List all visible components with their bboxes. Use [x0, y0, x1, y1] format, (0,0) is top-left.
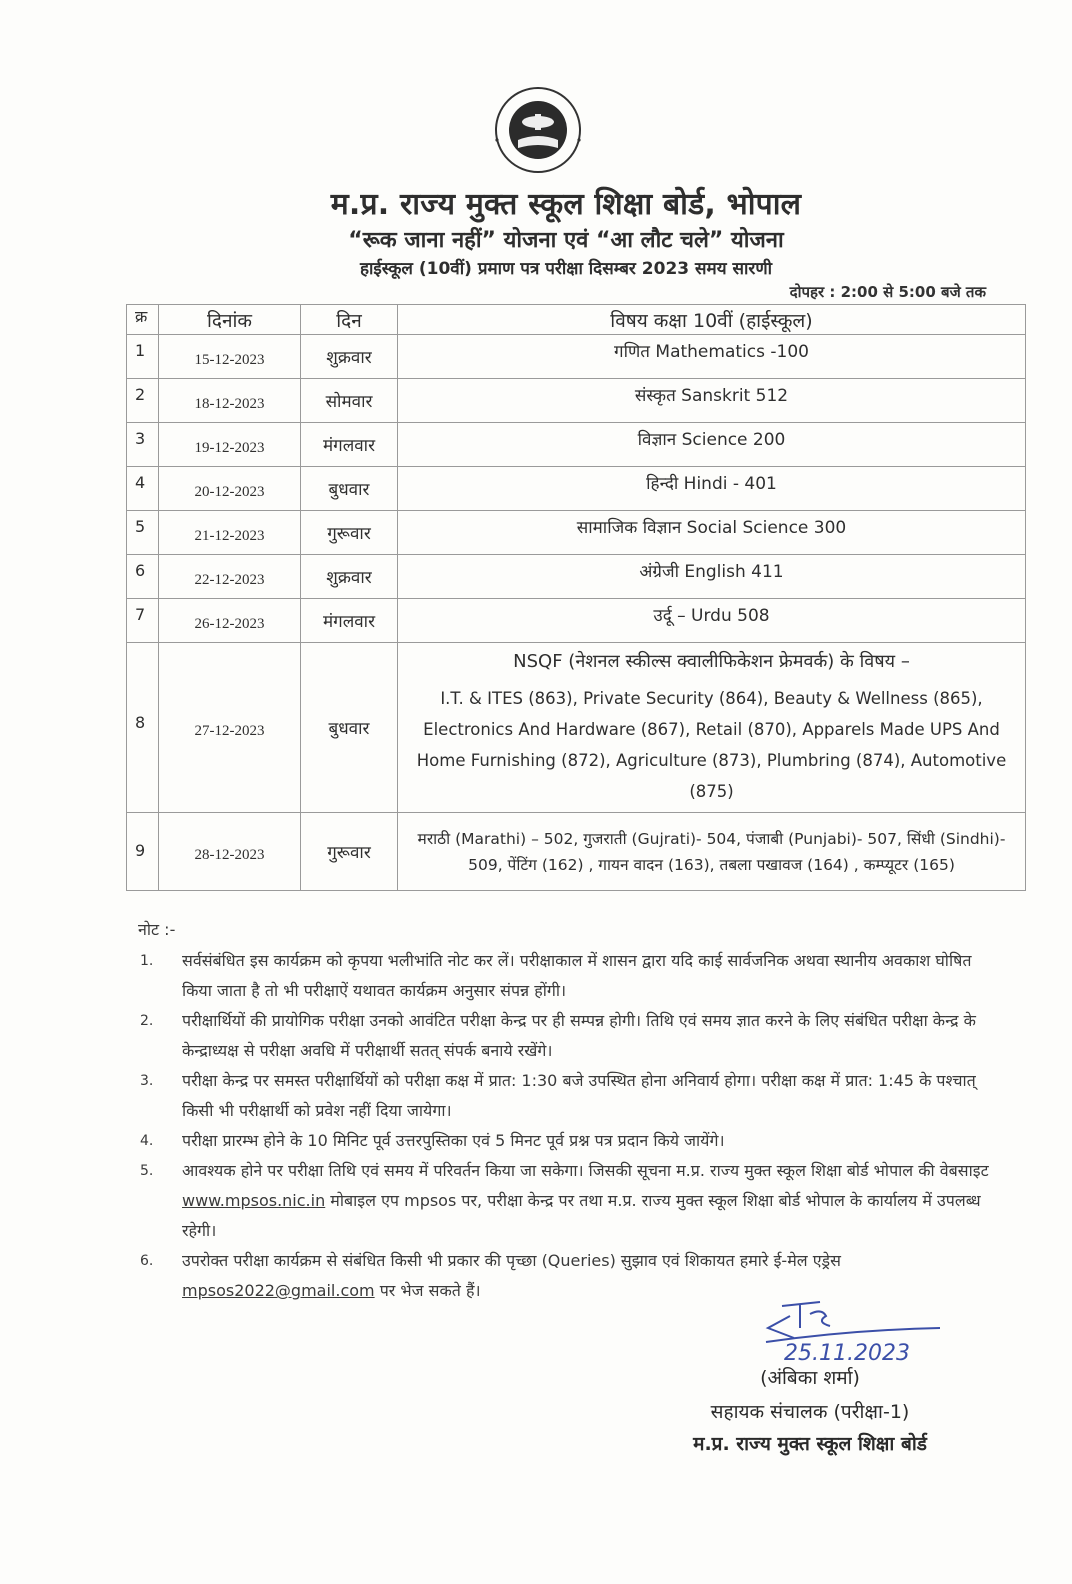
row-serial: 2: [127, 379, 159, 423]
row-day: सोमवार: [301, 379, 398, 423]
row-day: गुरूवार: [301, 813, 398, 891]
note-number: 6.: [140, 1253, 154, 1269]
note-number: 1.: [140, 953, 154, 969]
email-link[interactable]: mpsos2022@gmail.com: [182, 1281, 375, 1300]
mpsos-emblem-icon: [481, 86, 595, 174]
note-text: परीक्षा प्रारम्भ होने के 10 मिनिट पूर्व उत्तरपुस्तिका एवं 5 मिनट पूर्व प्रश्न पत्र प्रदान किये जायेंगे।: [182, 1131, 725, 1150]
table-header-row: [127, 305, 1026, 335]
note-text: [182, 1156, 998, 1246]
row-serial: 8: [127, 643, 159, 813]
signature-date: 25.11.2023: [784, 1341, 910, 1364]
row-subject: उर्दू – Urdu 508: [398, 599, 1026, 643]
note-text-after: मोबाइल एप mpsos पर, परीक्षा केन्द्र पर तथा म.प्र. राज्य मुक्त स्कूल शिक्षा बोर्ड भोपाल के कार्यालय में उपलब्ध रहेगी।: [182, 1191, 981, 1240]
row-date: 27-12-2023: [159, 643, 301, 813]
note-item: [138, 1246, 998, 1306]
note-item: [138, 946, 998, 1006]
table-row: [127, 599, 1026, 643]
notes-section: [138, 918, 998, 1306]
row-subject-languages: [398, 813, 1026, 891]
note-text: परीक्षार्थियों की प्रायोगिक परीक्षा उनको आवंटित परीक्षा केन्द्र पर ही सम्पन्न होगी। तिथि एवं समय ज्ञात करने के लिए संबंधित परीक्षा केन्द्र के केन्द्राध्यक्ष से परीक्षा अवधि में परीक्षार्थी सतत् संपर्क बनाये रखेंगे।: [182, 1011, 976, 1060]
row-serial: 4: [127, 467, 159, 511]
row-day: शुक्रवार: [301, 335, 398, 379]
row-serial: 9: [127, 813, 159, 891]
note-text: परीक्षा केन्द्र पर समस्त परीक्षार्थियों को परीक्षा कक्ष में प्रात: 1:30 बजे उपस्थित होना अनिवार्य होगा। परीक्षा कक्ष में प्रात: 1:45 के पश्चात् किसी भी परीक्षार्थी को प्रवेश नहीं दिया जायेगा।: [182, 1071, 976, 1120]
table-row: [127, 335, 1026, 379]
exam-subtitle: हाईस्कूल (10वीं) प्रमाण पत्र परीक्षा दिसम्बर 2023 समय सारणी: [359, 259, 773, 279]
note-number: 5.: [140, 1163, 154, 1179]
row-date: 18-12-2023: [159, 379, 301, 423]
nsqf-subject-list: I.T. & ITES (863), Private Security (864), Beauty & Wellness (865), Electronics And Hardware (867), Retail (870), Apparels Made UPS And Home Furnishing (872), Agriculture (873), Plumbring (874), Automotive (875): [416, 688, 1007, 801]
table-row: [127, 555, 1026, 599]
signatory-name: (अंबिका शर्मा): [760, 1367, 860, 1389]
row-day: मंगलवार: [301, 599, 398, 643]
row-day: शुक्रवार: [301, 555, 398, 599]
header-date: दिनांक: [159, 305, 301, 335]
table-row: [127, 813, 1026, 891]
scheme-subtitle: “रूक जाना नहीं” योजना एवं “आ लौट चले” योजना: [348, 228, 784, 253]
header-day: दिन: [301, 305, 398, 335]
note-item: [138, 1006, 998, 1066]
website-link[interactable]: www.mpsos.nic.in: [182, 1191, 326, 1210]
row-subject-nsqf: [398, 643, 1026, 813]
row-day: गुरूवार: [301, 511, 398, 555]
note-text: सर्वसंबंधित इस कार्यक्रम को कृपया भलीभांति नोट कर लें। परीक्षाकाल में शासन द्वारा यदि काई सार्वजनिक अथवा स्थानीय अवकाश घोषित किया जाता है तो भी परीक्षाऐं यथावत कार्यक्रम अनुसार संपन्न होंगी।: [182, 951, 972, 1000]
row-subject: अंग्रेजी English 411: [398, 555, 1026, 599]
row-day: बुधवार: [301, 643, 398, 813]
note-text-after: पर भेज सकते हैं।: [374, 1281, 481, 1300]
exam-timing: दोपहर : 2:00 से 5:00 बजे तक: [789, 283, 986, 301]
nsqf-heading: NSQF (नेशनल स्कील्स क्वालीफिकेशन फ्रेमवर्क) के विषय –: [513, 650, 910, 672]
row-subject: हिन्दी Hindi - 401: [398, 467, 1026, 511]
row-date: 19-12-2023: [159, 423, 301, 467]
row-date: 21-12-2023: [159, 511, 301, 555]
board-title: म.प्र. राज्य मुक्त स्कूल शिक्षा बोर्ड, भोपाल: [330, 187, 802, 222]
notes-label: नोट :-: [138, 920, 176, 939]
note-item: [138, 1156, 998, 1246]
row-subject: गणित Mathematics -100: [398, 335, 1026, 379]
note-text: [182, 1246, 998, 1306]
row-serial: 1: [127, 335, 159, 379]
table-row: [127, 467, 1026, 511]
signatory-organization: म.प्र. राज्य मुक्त स्कूल शिक्षा बोर्ड: [693, 1433, 927, 1455]
header-serial: क्र: [127, 305, 159, 335]
row-date: 20-12-2023: [159, 467, 301, 511]
table-row: [127, 423, 1026, 467]
note-number: 3.: [140, 1073, 154, 1089]
note-item: [138, 1066, 998, 1126]
note-number: 2.: [140, 1013, 154, 1029]
table-row: [127, 511, 1026, 555]
table-row: [127, 379, 1026, 423]
language-subject-list: मराठी (Marathi) – 502, गुजराती (Gujrati)- 504, पंजाबी (Punjabi)- 507, सिंधी (Sindhi)- 509, पेंटिंग (162) , गायन वादन (163), तबला पखावज (164) , कम्प्यूटर (165): [417, 829, 1006, 874]
row-subject: विज्ञान Science 200: [398, 423, 1026, 467]
row-date: 22-12-2023: [159, 555, 301, 599]
header-subject: विषय कक्षा 10वीं (हाईस्कूल): [398, 305, 1026, 335]
handwritten-signature-icon: [760, 1298, 950, 1364]
note-text-before: आवश्यक होने पर परीक्षा तिथि एवं समय में परिवर्तन किया जा सकेगा। जिसकी सूचना म.प्र. राज्य मुक्त स्कूल शिक्षा बोर्ड भोपाल की वेबसाइट: [182, 1161, 989, 1180]
row-date: 26-12-2023: [159, 599, 301, 643]
row-date: 15-12-2023: [159, 335, 301, 379]
row-day: बुधवार: [301, 467, 398, 511]
row-serial: 6: [127, 555, 159, 599]
note-number: 4.: [140, 1133, 154, 1149]
row-serial: 3: [127, 423, 159, 467]
note-item: [138, 1126, 998, 1156]
exam-schedule-table: [126, 304, 1026, 891]
row-serial: 5: [127, 511, 159, 555]
row-day: मंगलवार: [301, 423, 398, 467]
row-serial: 7: [127, 599, 159, 643]
row-subject: संस्कृत Sanskrit 512: [398, 379, 1026, 423]
note-text-before: उपरोक्त परीक्षा कार्यक्रम से संबंधित किसी भी प्रकार की पृच्छा (Queries) सुझाव एवं शिकायत हमारे ई-मेल एड्रेस: [182, 1251, 841, 1270]
row-date: 28-12-2023: [159, 813, 301, 891]
table-row: [127, 643, 1026, 813]
row-subject: सामाजिक विज्ञान Social Science 300: [398, 511, 1026, 555]
signatory-designation: सहायक संचालक (परीक्षा-1): [710, 1401, 910, 1423]
